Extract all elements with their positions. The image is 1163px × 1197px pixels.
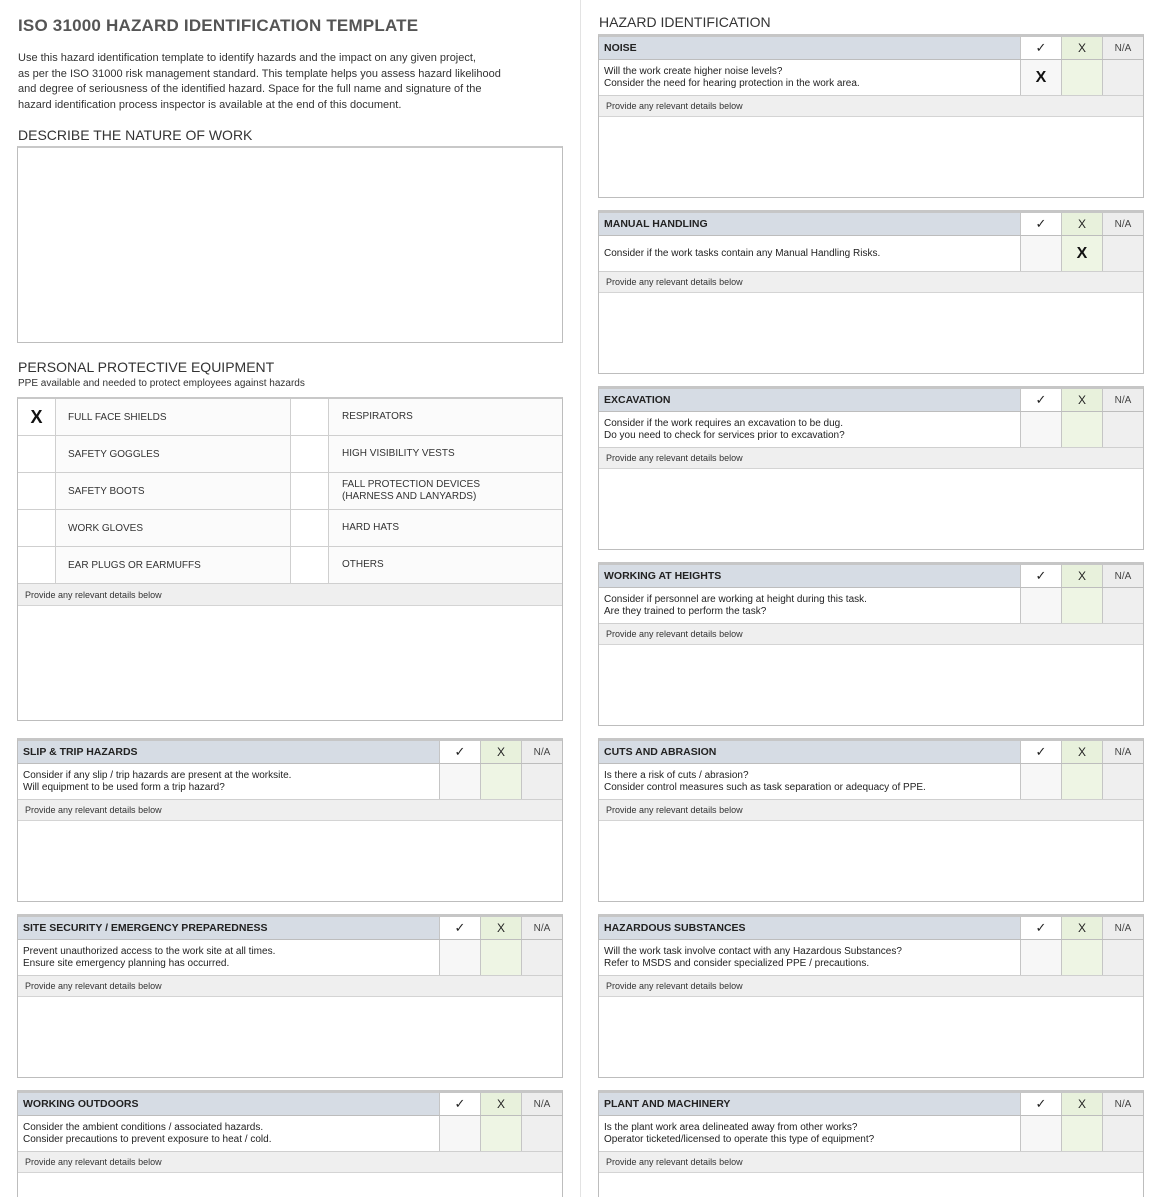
nature-of-work-field[interactable] bbox=[17, 146, 563, 343]
hazard-title: PLANT AND MACHINERY bbox=[604, 1098, 731, 1110]
na-checkbox[interactable] bbox=[1102, 940, 1143, 975]
no-checkbox[interactable] bbox=[1061, 764, 1102, 799]
ppe-label-work-gloves: WORK GLOVES bbox=[56, 510, 291, 546]
hazard-block-hazardous-substances bbox=[598, 914, 1144, 1078]
hazard-block-working-at-heights bbox=[598, 562, 1144, 726]
nature-of-work-heading: DESCRIBE THE NATURE OF WORK bbox=[18, 127, 253, 143]
details-label: Provide any relevant details below bbox=[599, 448, 1143, 469]
ppe-label-full-face-shields: FULL FACE SHIELDS bbox=[56, 399, 291, 435]
yes-checkbox[interactable] bbox=[439, 764, 480, 799]
yes-checkbox[interactable] bbox=[439, 940, 480, 975]
ppe-heading: PERSONAL PROTECTIVE EQUIPMENT bbox=[18, 359, 275, 375]
no-column-header: X bbox=[1061, 389, 1102, 411]
hazard-question: Will the work create higher noise levels? Consider the need for hearing protection in the work area. bbox=[604, 65, 860, 89]
hazard-block-working-outdoors bbox=[17, 1090, 563, 1197]
no-checkbox[interactable] bbox=[480, 940, 521, 975]
details-field[interactable] bbox=[599, 997, 1143, 1075]
hazard-title: WORKING OUTDOORS bbox=[23, 1098, 139, 1110]
hazard-identification-heading: HAZARD IDENTIFICATION bbox=[599, 14, 771, 30]
details-field[interactable] bbox=[18, 1173, 562, 1197]
yes-checkbox[interactable] bbox=[1020, 1116, 1061, 1151]
na-checkbox[interactable] bbox=[521, 940, 562, 975]
no-checkbox[interactable]: X bbox=[1061, 236, 1102, 271]
hazard-title: CUTS AND ABRASION bbox=[604, 746, 717, 758]
yes-column-header: ✓ bbox=[1020, 1093, 1061, 1115]
ppe-details-field[interactable] bbox=[18, 606, 562, 720]
yes-column-header: ✓ bbox=[1020, 37, 1061, 59]
hazard-question: Will the work task involve contact with any Hazardous Substances? Refer to MSDS and consider specialized PPE / precautions. bbox=[604, 945, 902, 969]
yes-column-header: ✓ bbox=[1020, 917, 1061, 939]
hazard-block-excavation bbox=[598, 386, 1144, 550]
details-field[interactable] bbox=[18, 997, 562, 1075]
ppe-label-safety-goggles: SAFETY GOGGLES bbox=[56, 436, 291, 472]
no-checkbox[interactable] bbox=[1061, 60, 1102, 95]
ppe-checkbox-safety-boots[interactable] bbox=[18, 473, 56, 509]
hazard-question: Prevent unauthorized access to the work site at all times. Ensure site emergency planning has occurred. bbox=[23, 945, 276, 969]
details-label: Provide any relevant details below bbox=[599, 96, 1143, 117]
hazard-title: HAZARDOUS SUBSTANCES bbox=[604, 922, 746, 934]
details-field[interactable] bbox=[599, 821, 1143, 899]
na-column-header: N/A bbox=[521, 741, 562, 763]
hazard-question: Consider if the work tasks contain any Manual Handling Risks. bbox=[604, 247, 881, 259]
na-checkbox[interactable] bbox=[1102, 412, 1143, 447]
details-label: Provide any relevant details below bbox=[18, 800, 562, 821]
hazard-question: Consider the ambient conditions / associated hazards. Consider precautions to prevent exposure to heat / cold. bbox=[23, 1121, 272, 1145]
yes-column-header: ✓ bbox=[439, 741, 480, 763]
hazard-title: NOISE bbox=[604, 42, 637, 54]
intro-text: Use this hazard identification template to identify hazards and the impact on any given project, as per the ISO 31000 risk management standard. This template helps you assess hazard likelihood and degree of seriousness of the identified hazard. Space for the full name and signature of the hazard identification process inspector is available at the end of this document. bbox=[18, 52, 501, 111]
hazard-title: EXCAVATION bbox=[604, 394, 671, 406]
hazard-block-cuts-abrasion bbox=[598, 738, 1144, 902]
no-checkbox[interactable] bbox=[480, 764, 521, 799]
ppe-checkbox-work-gloves[interactable] bbox=[18, 510, 56, 546]
ppe-checkbox-hard-hats[interactable] bbox=[291, 510, 329, 546]
ppe-label-others: OTHERS bbox=[329, 547, 562, 583]
na-column-header: N/A bbox=[1102, 389, 1143, 411]
na-column-header: N/A bbox=[1102, 565, 1143, 587]
no-checkbox[interactable] bbox=[1061, 1116, 1102, 1151]
details-label: Provide any relevant details below bbox=[599, 272, 1143, 293]
hazard-block-noise bbox=[598, 34, 1144, 198]
hazard-question: Is there a risk of cuts / abrasion? Consider control measures such as task separation or adequacy of PPE. bbox=[604, 769, 926, 793]
no-column-header: X bbox=[1061, 741, 1102, 763]
yes-column-header: ✓ bbox=[1020, 389, 1061, 411]
no-checkbox[interactable] bbox=[480, 1116, 521, 1151]
na-checkbox[interactable] bbox=[1102, 588, 1143, 623]
no-column-header: X bbox=[480, 1093, 521, 1115]
ppe-checkbox-fall-protection[interactable] bbox=[291, 473, 329, 509]
na-column-header: N/A bbox=[521, 1093, 562, 1115]
na-checkbox[interactable] bbox=[1102, 60, 1143, 95]
no-column-header: X bbox=[1061, 565, 1102, 587]
yes-checkbox[interactable] bbox=[1020, 236, 1061, 271]
na-column-header: N/A bbox=[1102, 1093, 1143, 1115]
page-column-divider bbox=[580, 0, 581, 1197]
na-checkbox[interactable] bbox=[1102, 236, 1143, 271]
no-column-header: X bbox=[1061, 37, 1102, 59]
na-checkbox[interactable] bbox=[1102, 764, 1143, 799]
details-field[interactable] bbox=[599, 293, 1143, 371]
ppe-table bbox=[17, 397, 563, 721]
ppe-label-hard-hats: HARD HATS bbox=[329, 510, 562, 546]
ppe-row bbox=[18, 473, 562, 510]
yes-column-header: ✓ bbox=[1020, 741, 1061, 763]
ppe-label-respirators: RESPIRATORS bbox=[329, 399, 562, 435]
no-column-header: X bbox=[480, 741, 521, 763]
yes-checkbox[interactable] bbox=[439, 1116, 480, 1151]
details-label: Provide any relevant details below bbox=[18, 976, 562, 997]
ppe-checkbox-full-face-shields[interactable]: X bbox=[18, 399, 56, 435]
no-column-header: X bbox=[1061, 1093, 1102, 1115]
hazard-block-manual-handling bbox=[598, 210, 1144, 374]
details-field[interactable] bbox=[599, 469, 1143, 547]
na-column-header: N/A bbox=[1102, 741, 1143, 763]
yes-column-header: ✓ bbox=[439, 917, 480, 939]
details-field[interactable] bbox=[599, 645, 1143, 723]
ppe-checkbox-ear-plugs[interactable] bbox=[18, 547, 56, 583]
no-column-header: X bbox=[1061, 917, 1102, 939]
ppe-checkbox-respirators[interactable] bbox=[291, 399, 329, 435]
na-column-header: N/A bbox=[521, 917, 562, 939]
hazard-block-site-security bbox=[17, 914, 563, 1078]
hazard-block-plant-machinery bbox=[598, 1090, 1144, 1197]
na-column-header: N/A bbox=[1102, 37, 1143, 59]
hazard-question: Consider if the work requires an excavation to be dug. Do you need to check for services prior to excavation? bbox=[604, 417, 845, 441]
details-label: Provide any relevant details below bbox=[599, 800, 1143, 821]
details-label: Provide any relevant details below bbox=[599, 1152, 1143, 1173]
ppe-details-label: Provide any relevant details below bbox=[18, 584, 562, 606]
ppe-checkbox-high-visibility-vests[interactable] bbox=[291, 436, 329, 472]
details-label: Provide any relevant details below bbox=[599, 624, 1143, 645]
yes-column-header: ✓ bbox=[1020, 565, 1061, 587]
na-checkbox[interactable] bbox=[521, 764, 562, 799]
details-label: Provide any relevant details below bbox=[18, 1152, 562, 1173]
no-column-header: X bbox=[480, 917, 521, 939]
ppe-label-ear-plugs: EAR PLUGS OR EARMUFFS bbox=[56, 547, 291, 583]
na-column-header: N/A bbox=[1102, 917, 1143, 939]
yes-column-header: ✓ bbox=[439, 1093, 480, 1115]
no-checkbox[interactable] bbox=[1061, 940, 1102, 975]
details-field[interactable] bbox=[18, 821, 562, 899]
hazard-question: Consider if personnel are working at height during this task. Are they trained to perform the task? bbox=[604, 593, 867, 617]
details-field[interactable] bbox=[599, 1173, 1143, 1197]
no-column-header: X bbox=[1061, 213, 1102, 235]
na-checkbox[interactable] bbox=[521, 1116, 562, 1151]
details-field[interactable] bbox=[599, 117, 1143, 195]
hazard-title: MANUAL HANDLING bbox=[604, 218, 708, 230]
ppe-row bbox=[18, 547, 562, 584]
details-label: Provide any relevant details below bbox=[599, 976, 1143, 997]
yes-checkbox[interactable] bbox=[1020, 412, 1061, 447]
hazard-title: SLIP & TRIP HAZARDS bbox=[23, 746, 138, 758]
ppe-label-fall-protection: FALL PROTECTION DEVICES (HARNESS AND LANYARDS) bbox=[329, 473, 562, 509]
hazard-question: Is the plant work area delineated away from other works? Operator ticketed/licensed to operate this type of equipment? bbox=[604, 1121, 875, 1145]
ppe-subheading: PPE available and needed to protect employees against hazards bbox=[18, 378, 305, 389]
no-checkbox[interactable] bbox=[1061, 588, 1102, 623]
no-checkbox[interactable] bbox=[1061, 412, 1102, 447]
hazard-question: Consider if any slip / trip hazards are present at the worksite. Will equipment to be used form a trip hazard? bbox=[23, 769, 292, 793]
page-title: ISO 31000 HAZARD IDENTIFICATION TEMPLATE bbox=[18, 16, 419, 35]
ppe-row bbox=[18, 436, 562, 473]
ppe-row bbox=[18, 510, 562, 547]
hazard-title: WORKING AT HEIGHTS bbox=[604, 570, 722, 582]
yes-checkbox[interactable] bbox=[1020, 764, 1061, 799]
ppe-checkbox-safety-goggles[interactable] bbox=[18, 436, 56, 472]
ppe-row bbox=[18, 399, 562, 436]
ppe-checkbox-others[interactable] bbox=[291, 547, 329, 583]
hazard-block-slip-trip bbox=[17, 738, 563, 902]
na-column-header: N/A bbox=[1102, 213, 1143, 235]
yes-checkbox[interactable] bbox=[1020, 940, 1061, 975]
na-checkbox[interactable] bbox=[1102, 1116, 1143, 1151]
ppe-label-safety-boots: SAFETY BOOTS bbox=[56, 473, 291, 509]
yes-checkbox[interactable]: X bbox=[1020, 60, 1061, 95]
yes-checkbox[interactable] bbox=[1020, 588, 1061, 623]
ppe-label-high-visibility-vests: HIGH VISIBILITY VESTS bbox=[329, 436, 562, 472]
hazard-title: SITE SECURITY / EMERGENCY PREPAREDNESS bbox=[23, 922, 268, 934]
yes-column-header: ✓ bbox=[1020, 213, 1061, 235]
